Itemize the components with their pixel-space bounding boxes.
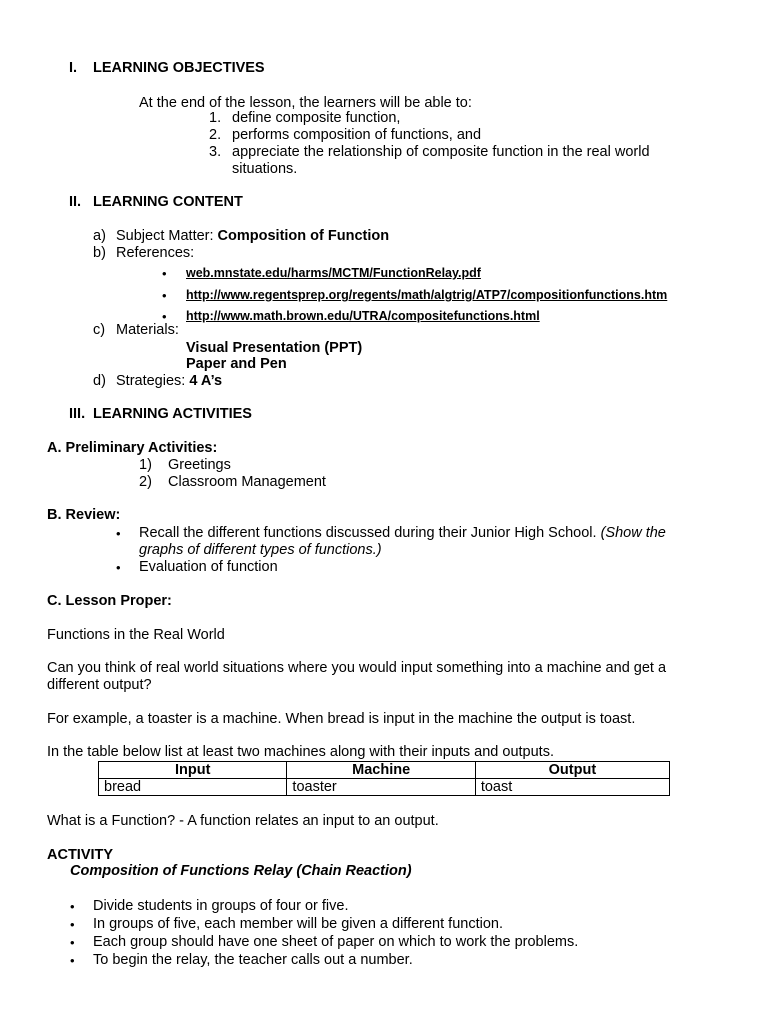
- bullet-icon: •: [70, 953, 75, 968]
- bullet-icon: •: [70, 899, 75, 914]
- review-heading: B. Review:: [47, 507, 121, 523]
- table-header: Input: [99, 762, 287, 779]
- lesson-proper-heading: C. Lesson Proper:: [47, 593, 172, 609]
- section-1-number: I.: [69, 60, 78, 76]
- objective-number: 2.: [209, 127, 222, 143]
- bullet-icon: •: [70, 935, 75, 950]
- activity-item: In groups of five, each member will be given a different function.: [93, 916, 503, 932]
- strategies-value: 4 A’s: [189, 373, 223, 389]
- table-row: [99, 779, 670, 796]
- bullet-icon: •: [162, 288, 167, 303]
- references-label: References:: [116, 245, 195, 261]
- lesson-paragraph: Functions in the Real World: [47, 627, 225, 643]
- strategies-line: [116, 373, 222, 390]
- review-item-text: Recall the different functions discussed during their Junior High School.: [139, 525, 601, 541]
- material-item: Visual Presentation (PPT): [186, 340, 363, 356]
- activity-item: To begin the relay, the teacher calls out a number.: [93, 952, 413, 968]
- material-item: Paper and Pen: [186, 356, 287, 372]
- bullet-icon: •: [116, 526, 121, 541]
- activity-heading: ACTIVITY: [47, 847, 114, 863]
- content-label-d: d): [93, 373, 106, 389]
- preliminary-item: Classroom Management: [168, 474, 326, 490]
- preliminary-item: Greetings: [168, 457, 231, 473]
- objective-number: 3.: [209, 144, 222, 160]
- bullet-icon: •: [162, 309, 167, 324]
- reference-link[interactable]: http://www.math.brown.edu/UTRA/compositefunctions.html: [186, 309, 540, 323]
- activity-item: Each group should have one sheet of paper on which to work the problems.: [93, 934, 579, 950]
- lesson-paragraph: For example, a toaster is a machine. When bread is input in the machine the output is toast.: [47, 711, 636, 727]
- lesson-paragraph-continued: different output?: [47, 677, 152, 693]
- objective-text-continued: situations.: [232, 161, 298, 177]
- lesson-paragraph: In the table below list at least two machines along with their inputs and outputs.: [47, 744, 554, 760]
- preliminary-number: 1): [139, 457, 152, 473]
- strategies-label: Strategies:: [116, 373, 190, 389]
- objectives-intro: At the end of the lesson, the learners will be able to:: [139, 95, 472, 111]
- section-2-number: II.: [69, 194, 82, 210]
- objective-number: 1.: [209, 110, 222, 126]
- subject-matter-label: Subject Matter:: [116, 228, 218, 244]
- bullet-icon: •: [116, 560, 121, 575]
- table-cell: toast: [475, 779, 669, 796]
- reference-link[interactable]: web.mnstate.edu/harms/MCTM/FunctionRelay.pdf: [186, 266, 481, 280]
- objective-text: define composite function,: [232, 110, 401, 126]
- objective-text: appreciate the relationship of composite function in the real world: [232, 144, 650, 160]
- subject-matter-line: [116, 228, 389, 245]
- activity-subtitle: Composition of Functions Relay (Chain Reaction): [70, 863, 412, 879]
- bullet-icon: •: [70, 917, 75, 932]
- input-output-table: [98, 761, 670, 796]
- table-cell: toaster: [287, 779, 475, 796]
- table-header: Output: [475, 762, 669, 779]
- review-item-note: (Show the: [600, 525, 666, 541]
- review-item: Evaluation of function: [139, 559, 278, 575]
- review-item: [139, 525, 666, 542]
- preliminary-heading: A. Preliminary Activities:: [47, 440, 218, 456]
- section-2-title: LEARNING CONTENT: [93, 194, 243, 210]
- table-cell: bread: [99, 779, 287, 796]
- objective-text: performs composition of functions, and: [232, 127, 482, 143]
- content-label-a: a): [93, 228, 106, 244]
- bullet-icon: •: [162, 266, 167, 281]
- activity-item: Divide students in groups of four or five.: [93, 898, 349, 914]
- content-label-b: b): [93, 245, 106, 261]
- section-3-number: III.: [69, 406, 86, 422]
- table-header-row: [99, 762, 670, 779]
- content-label-c: c): [93, 322, 106, 338]
- preliminary-number: 2): [139, 474, 152, 490]
- subject-matter-value: Composition of Function: [217, 228, 390, 244]
- review-item-note-continued: graphs of different types of functions.): [139, 542, 382, 558]
- lesson-paragraph: Can you think of real world situations where you would input something into a machine and get a: [47, 660, 667, 676]
- reference-link[interactable]: http://www.regentsprep.org/regents/math/algtrig/ATP7/compositionfunctions.htm: [186, 288, 668, 302]
- materials-label: Materials:: [116, 322, 179, 338]
- table-header: Machine: [287, 762, 475, 779]
- section-1-title: LEARNING OBJECTIVES: [93, 60, 265, 76]
- section-3-title: LEARNING ACTIVITIES: [93, 406, 252, 422]
- function-definition: What is a Function? - A function relates an input to an output.: [47, 813, 439, 829]
